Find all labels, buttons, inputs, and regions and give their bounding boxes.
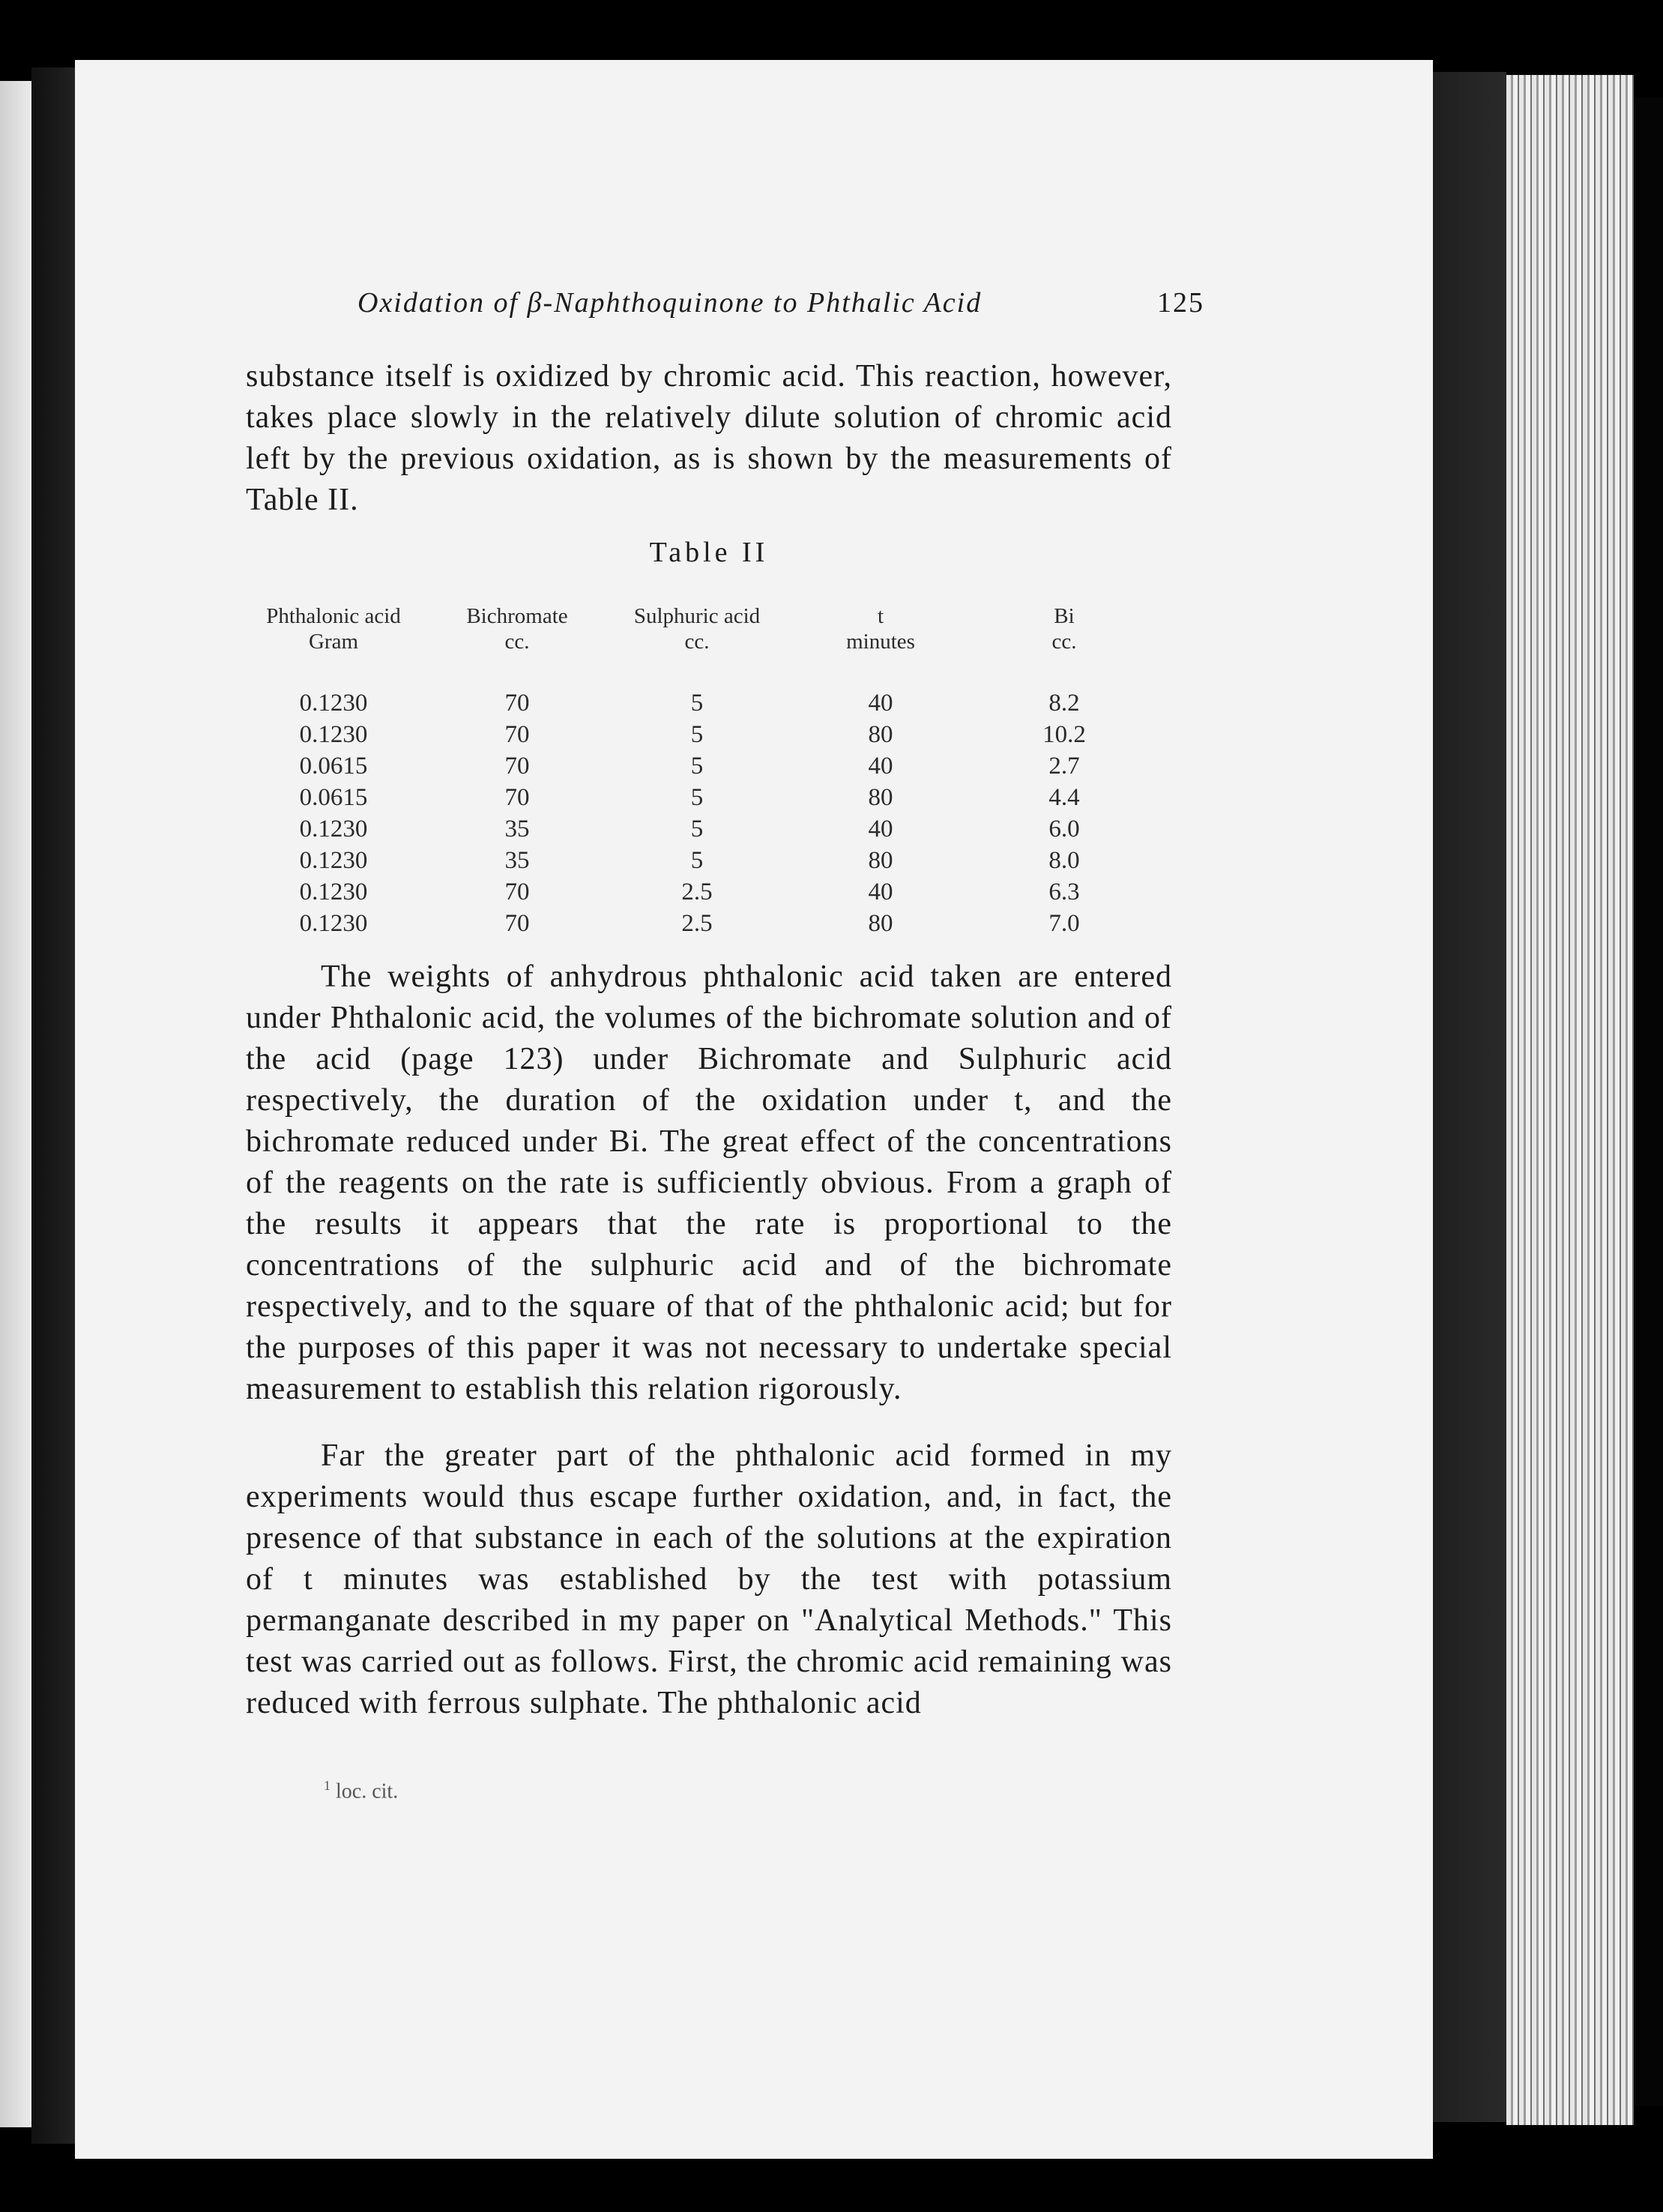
table-cell: 40: [868, 690, 893, 717]
table-row: [240, 750, 1154, 782]
table-row: [240, 845, 1154, 876]
table-cell: 2.7: [1048, 753, 1080, 780]
table-cell: 40: [868, 816, 893, 843]
table-cell: 0.1230: [299, 816, 368, 843]
table-cell: 0.0615: [299, 753, 368, 780]
table-cell: 80: [868, 910, 893, 937]
table-title: Table II: [649, 537, 769, 568]
header-t-minutes: t minutes: [846, 604, 915, 654]
table-cell: 0.1230: [299, 690, 368, 717]
table-cell: 6.3: [1048, 879, 1080, 905]
table-cell: 5: [690, 753, 704, 780]
table-cell: 80: [868, 847, 893, 874]
table-row: [240, 719, 1154, 750]
data-table: [240, 603, 1154, 939]
table-row: [240, 782, 1154, 813]
page-edge-shadow: [1433, 72, 1506, 2122]
table-cell: 7.0: [1048, 910, 1080, 937]
background-shadow: [1634, 97, 1663, 2106]
table-cell: 8.2: [1048, 690, 1080, 717]
table-cell: 4.4: [1048, 784, 1080, 811]
table-cell: 70: [504, 879, 530, 905]
page-number: 125: [1157, 287, 1204, 319]
table-cell: 70: [504, 910, 530, 937]
footnote-marker: 1: [324, 1778, 331, 1793]
table-cell: 0.1230: [299, 879, 368, 905]
running-head: [357, 286, 1204, 324]
paragraph-3: Far the greater part of the phthalonic acid formed in my experiments would thus escape further oxidation, and, in fact, the presence of that substance in each of the solutions at the expiration of t minutes was established by the test with potassium permanganate described in my paper on "Analytical Methods." This test was carried out as follows. First, the chromic acid remaining was reduced with ferrous sulphate. The phthalonic acid: [246, 1438, 1172, 1720]
table-cell: 5: [690, 784, 704, 811]
table-cell: 2.5: [681, 879, 713, 905]
table-cell: 40: [868, 879, 893, 905]
table-cell: 40: [868, 753, 893, 780]
header-phthalonic-acid: Phthalonic acid Gram: [266, 604, 401, 654]
table-cell: 35: [504, 847, 530, 874]
footnote: [324, 1778, 398, 1803]
running-head-title: Oxidation of β-Naphthoquinone to Phthalic Acid: [357, 287, 983, 319]
table-cell: 0.1230: [299, 910, 368, 937]
book-gutter: [31, 67, 75, 2144]
table-cell: 0.1230: [299, 721, 368, 748]
header-bichromate: Bichromate cc.: [466, 604, 568, 654]
table-cell: 2.5: [681, 910, 713, 937]
facing-page-edge: [0, 81, 31, 2127]
table-cell: 70: [504, 690, 530, 717]
table-cell: 5: [690, 816, 704, 843]
paragraph-1: substance itself is oxidized by chromic acid. This reaction, however, takes place slowly in the relatively dilute solution of chromic acid left by the previous oxidation, as is shown by the measurements of Table II.: [246, 359, 1172, 517]
table-cell: 0.1230: [299, 847, 368, 874]
table-cell: 8.0: [1048, 847, 1080, 874]
paragraph-2: The weights of anhydrous phthalonic acid taken are entered under Phthalonic acid, the volumes of the bichromate solution and of the acid (page 123) under Bichromate and Sulphuric acid respectively, the duration of the oxidation under t, and the bichromate reduced under Bi. The great effect of the concentrations of the reagents on the rate is sufficiently obvious. From a graph of the results it appears that the rate is proportional to the concentrations of the sulphuric acid and of the bichromate respectively, and to the square of that of the phthalonic acid; but for the purposes of this paper it was not necessary to undertake special measurement to establish this relation rigorously.: [246, 959, 1172, 1406]
table-cell: 0.0615: [299, 784, 368, 811]
table-cell: 35: [504, 816, 530, 843]
table-cell: 70: [504, 721, 530, 748]
header-bi: Bi cc.: [1051, 604, 1077, 654]
table-row: [240, 876, 1154, 908]
footnote-text: loc. cit.: [336, 1779, 399, 1803]
table-cell: 5: [690, 690, 704, 717]
table-cell: 10.2: [1042, 721, 1086, 748]
page-stack-edges: [1506, 75, 1634, 2125]
table-cell: 70: [504, 784, 530, 811]
table-row: [240, 687, 1154, 719]
header-sulphuric-acid: Sulphuric acid cc.: [633, 604, 761, 654]
table-cell: 6.0: [1048, 816, 1080, 843]
table-header-row: [240, 603, 1154, 687]
table-cell: 70: [504, 753, 530, 780]
table-row: [240, 813, 1154, 845]
table-cell: 5: [690, 847, 704, 874]
table-cell: 80: [868, 784, 893, 811]
table-cell: 80: [868, 721, 893, 748]
table-row: [240, 908, 1154, 939]
table-cell: 5: [690, 721, 704, 748]
